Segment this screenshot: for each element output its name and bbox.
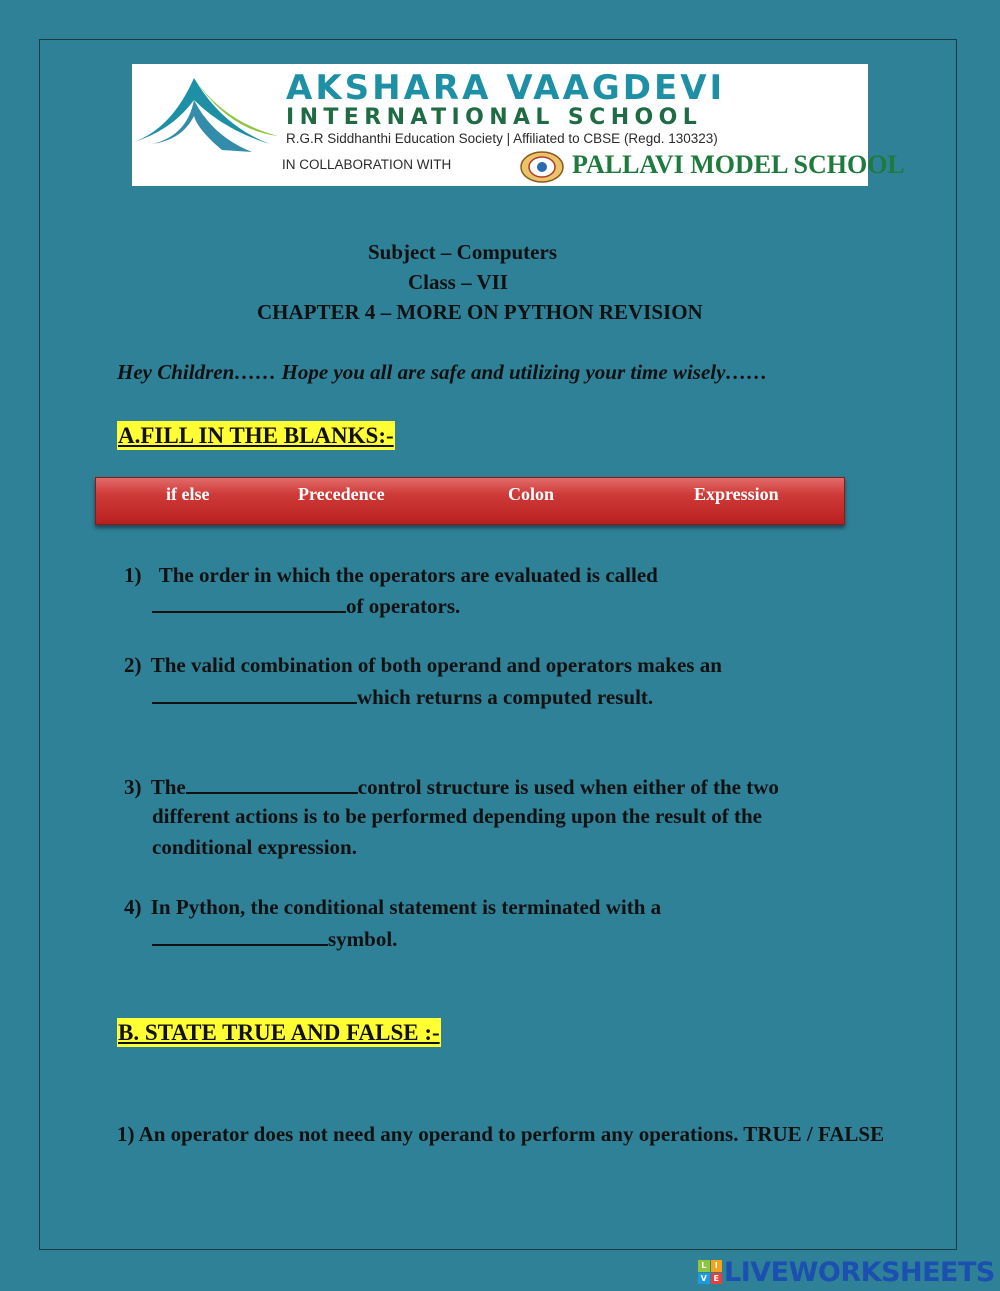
liveworksheets-logo bbox=[698, 1257, 995, 1287]
school-logo-banner bbox=[132, 64, 905, 186]
word-bank-item[interactable]: Colon bbox=[508, 484, 555, 504]
school-name-line1: AKSHARA VAAGDEVI bbox=[286, 68, 726, 108]
word-bank-item[interactable]: Expression bbox=[694, 484, 779, 504]
pallavi-seal-icon bbox=[520, 150, 564, 184]
question-1-line2 bbox=[152, 593, 460, 619]
answer-blank[interactable] bbox=[152, 684, 357, 704]
answer-blank[interactable] bbox=[152, 593, 346, 613]
collaboration-text: IN COLLABORATION WITH bbox=[282, 157, 452, 172]
subject-heading: Subject – Computers bbox=[368, 240, 557, 264]
question-1 bbox=[124, 563, 658, 588]
question-text: control structure is used when either of the two bbox=[357, 775, 779, 799]
question-text: The bbox=[150, 775, 186, 799]
greeting-text: Hey Children…… Hope you all are safe and utilizing your time wisely…… bbox=[117, 360, 768, 384]
section-b-title: B. STATE TRUE AND FALSE :- bbox=[118, 1020, 440, 1045]
question-number: 1) bbox=[124, 563, 142, 587]
partner-school-name: PALLAVI MODEL SCHOOL bbox=[572, 150, 905, 179]
question-2 bbox=[124, 653, 722, 678]
answer-blank[interactable] bbox=[152, 926, 328, 946]
question-text: which returns a computed result. bbox=[357, 685, 654, 709]
answer-blank[interactable] bbox=[186, 774, 358, 794]
section-a-title: A.FILL IN THE BLANKS:- bbox=[118, 423, 394, 448]
question-3 bbox=[124, 774, 779, 800]
chapter-heading: CHAPTER 4 – MORE ON PYTHON REVISION bbox=[257, 300, 703, 324]
liveworksheets-brand: LIVEWORKSHEETS bbox=[724, 1256, 995, 1288]
school-name-line2: INTERNATIONAL SCHOOL bbox=[286, 105, 703, 130]
question-4 bbox=[124, 895, 661, 920]
word-bank-item[interactable]: if else bbox=[166, 484, 210, 504]
question-3-line3: conditional expression. bbox=[152, 835, 357, 859]
question-number: 3) bbox=[124, 775, 142, 799]
word-bank bbox=[95, 477, 845, 525]
class-heading: Class – VII bbox=[408, 270, 508, 294]
question-4-line2 bbox=[152, 926, 397, 952]
word-bank-item[interactable]: Precedence bbox=[298, 484, 385, 504]
question-3-line2: different actions is to be performed depending upon the result of the bbox=[152, 804, 762, 828]
question-text: In Python, the conditional statement is terminated with a bbox=[150, 895, 662, 919]
page-frame bbox=[39, 39, 957, 1250]
question-text: The order in which the operators are evaluated is called bbox=[158, 563, 658, 587]
liveworksheets-icon: L I V E bbox=[698, 1260, 722, 1284]
affiliation-text: R.G.R Siddhanthi Education Society | Affiliated to CBSE (Regd. 130323) bbox=[286, 131, 718, 146]
question-number: 4) bbox=[124, 895, 142, 919]
question-text: The valid combination of both operand and operators makes an bbox=[150, 653, 722, 677]
question-text: of operators. bbox=[346, 594, 461, 618]
question-number: 2) bbox=[124, 653, 142, 677]
question-text: symbol. bbox=[328, 927, 398, 951]
question-2-line2 bbox=[152, 684, 653, 710]
true-false-question-1[interactable]: 1) An operator does not need any operand to perform any operations. TRUE / FALSE bbox=[117, 1122, 885, 1146]
tent-logo-icon bbox=[132, 70, 282, 160]
